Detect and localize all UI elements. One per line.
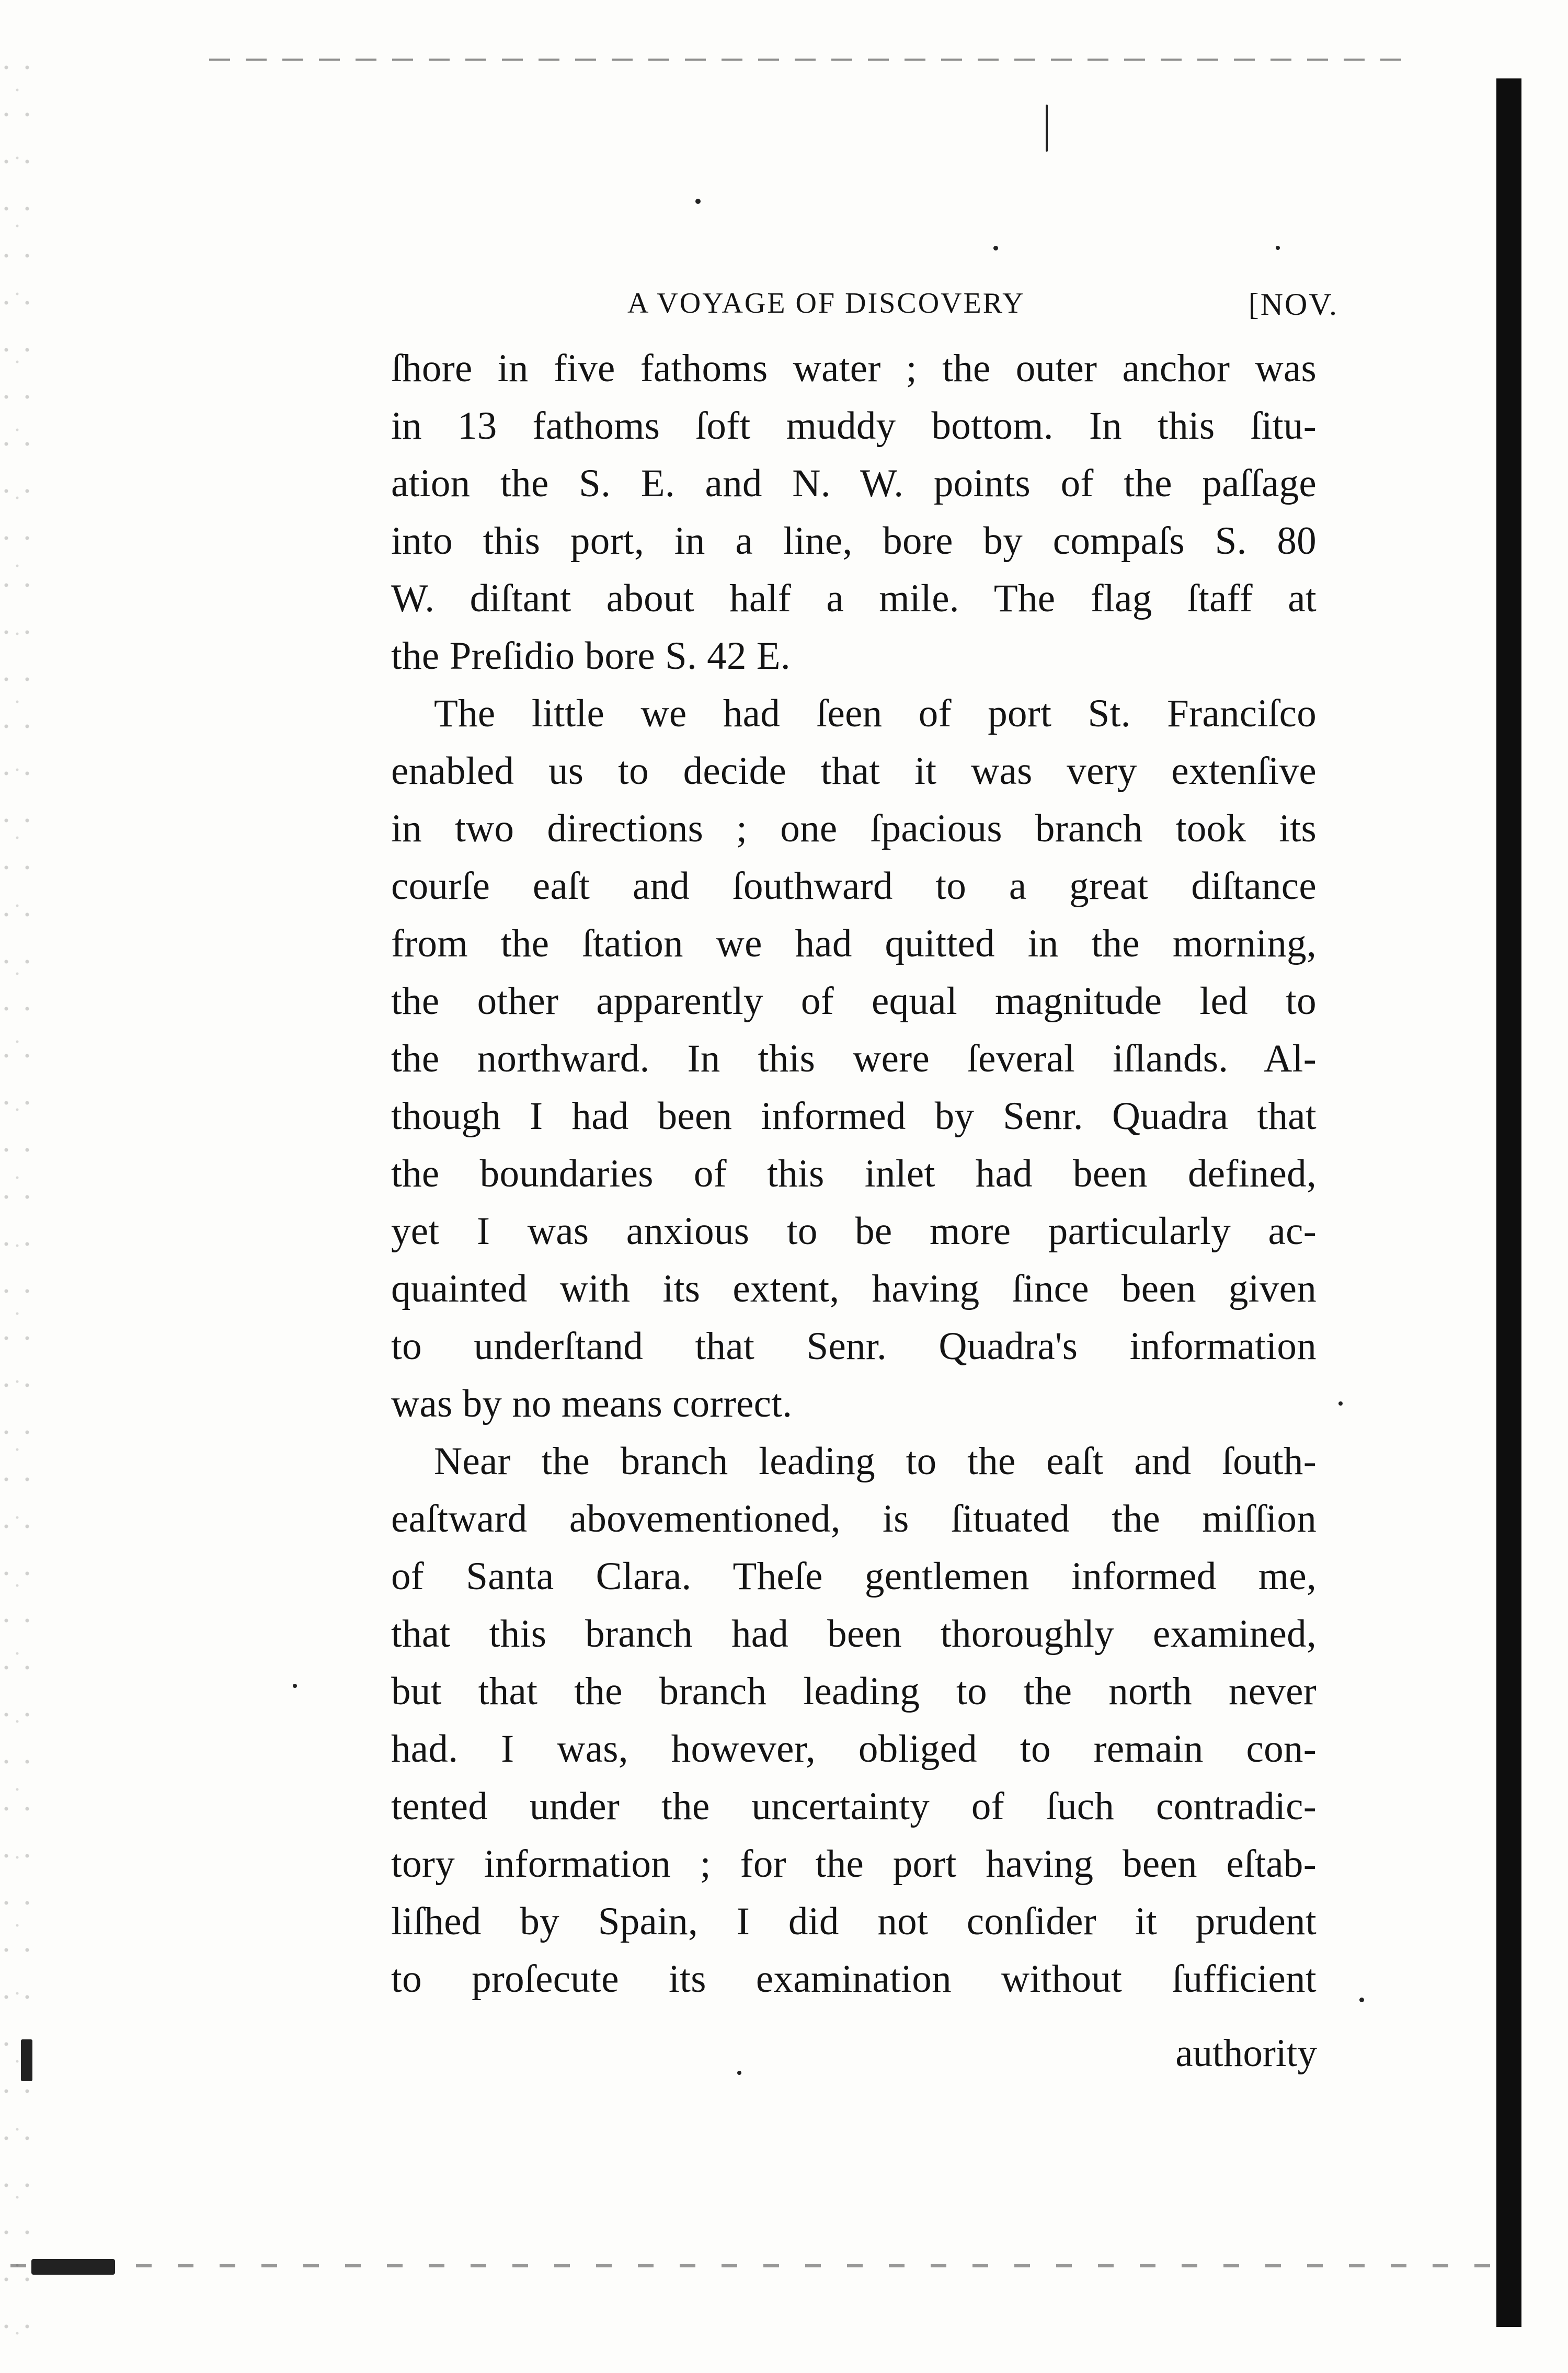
text-line: into this port, in a line, bore by compaſs S. 80 bbox=[391, 519, 1317, 563]
text-line: the boundaries of this inlet had been defined, bbox=[391, 1152, 1317, 1195]
text-line: yet I was anxious to be more particularly ac- bbox=[391, 1210, 1317, 1253]
text-line: W. diſtant about half a mile. The flag ſtaff at bbox=[391, 577, 1317, 620]
text-line: that this branch had been thoroughly examined, bbox=[391, 1612, 1317, 1656]
catchword: authority bbox=[1175, 2032, 1317, 2075]
running-head bbox=[627, 287, 1338, 328]
text-line: ſhore in five fathoms water ; the outer anchor was bbox=[391, 347, 1317, 390]
text-line: in 13 fathoms ſoft muddy bottom. In this ſitu- bbox=[391, 404, 1317, 448]
text-line: enabled us to decide that it was very extenſive bbox=[391, 749, 1317, 793]
text-line: though I had been informed by Senr. Quadra that bbox=[391, 1094, 1317, 1138]
scan-speck bbox=[695, 199, 701, 204]
text-line: from the ſtation we had quitted in the morning, bbox=[391, 922, 1317, 965]
text-line: Near the branch leading to the eaſt and ſouth- bbox=[434, 1440, 1317, 1483]
scan-edge-noise bbox=[0, 63, 37, 2353]
scan-speck bbox=[293, 1684, 297, 1688]
scan-speck bbox=[1338, 1401, 1343, 1406]
scan-bottom-artifact bbox=[10, 2264, 1506, 2267]
text-line: in two directions ; one ſpacious branch took its bbox=[391, 807, 1317, 850]
text-line: quainted with its extent, having ſince been given bbox=[391, 1267, 1317, 1310]
scan-speck bbox=[737, 2071, 741, 2075]
text-line: but that the branch leading to the north never bbox=[391, 1670, 1317, 1713]
text-line: of Santa Clara. Theſe gentlemen informed me, bbox=[391, 1555, 1317, 1598]
text-line: the other apparently of equal magnitude led to bbox=[391, 979, 1317, 1023]
scan-binding-shadow bbox=[1496, 78, 1521, 2327]
scan-speck bbox=[1359, 1998, 1364, 2002]
text-line: was by no means correct. bbox=[391, 1382, 793, 1425]
text-line: tented under the uncertainty of ſuch contradic- bbox=[391, 1785, 1317, 1828]
text-line: liſhed by Spain, I did not conſider it prudent bbox=[391, 1900, 1317, 1943]
scan-speck bbox=[1276, 246, 1280, 250]
scan-top-artifact bbox=[209, 59, 1412, 61]
text-line: to proſecute its examination without ſufficient bbox=[391, 1957, 1317, 2001]
text-line: tory information ; for the port having been eſtab- bbox=[391, 1842, 1317, 1886]
text-line: courſe eaſt and ſouthward to a great diſtance bbox=[391, 864, 1317, 908]
text-line: The little we had ſeen of port St. Franciſco bbox=[434, 692, 1317, 735]
running-head-month: [NOV. bbox=[1248, 287, 1338, 322]
scan-speck bbox=[993, 246, 998, 250]
scan-speck bbox=[31, 2259, 115, 2275]
text-line: ation the S. E. and N. W. points of the paſſage bbox=[391, 462, 1317, 505]
text-line: to underſtand that Senr. Quadra's information bbox=[391, 1325, 1317, 1368]
scan-speck bbox=[1046, 105, 1048, 152]
scan-speck bbox=[21, 2039, 32, 2081]
body-text bbox=[391, 340, 1317, 2008]
text-line: the Preſidio bore S. 42 E. bbox=[391, 634, 791, 678]
running-head-title: A VOYAGE OF DISCOVERY bbox=[627, 287, 1025, 320]
text-line: eaſtward abovementioned, is ſituated the miſſion bbox=[391, 1497, 1317, 1541]
text-line: had. I was, however, obliged to remain con- bbox=[391, 1727, 1317, 1771]
text-line: the northward. In this were ſeveral iſlands. Al- bbox=[391, 1037, 1317, 1080]
